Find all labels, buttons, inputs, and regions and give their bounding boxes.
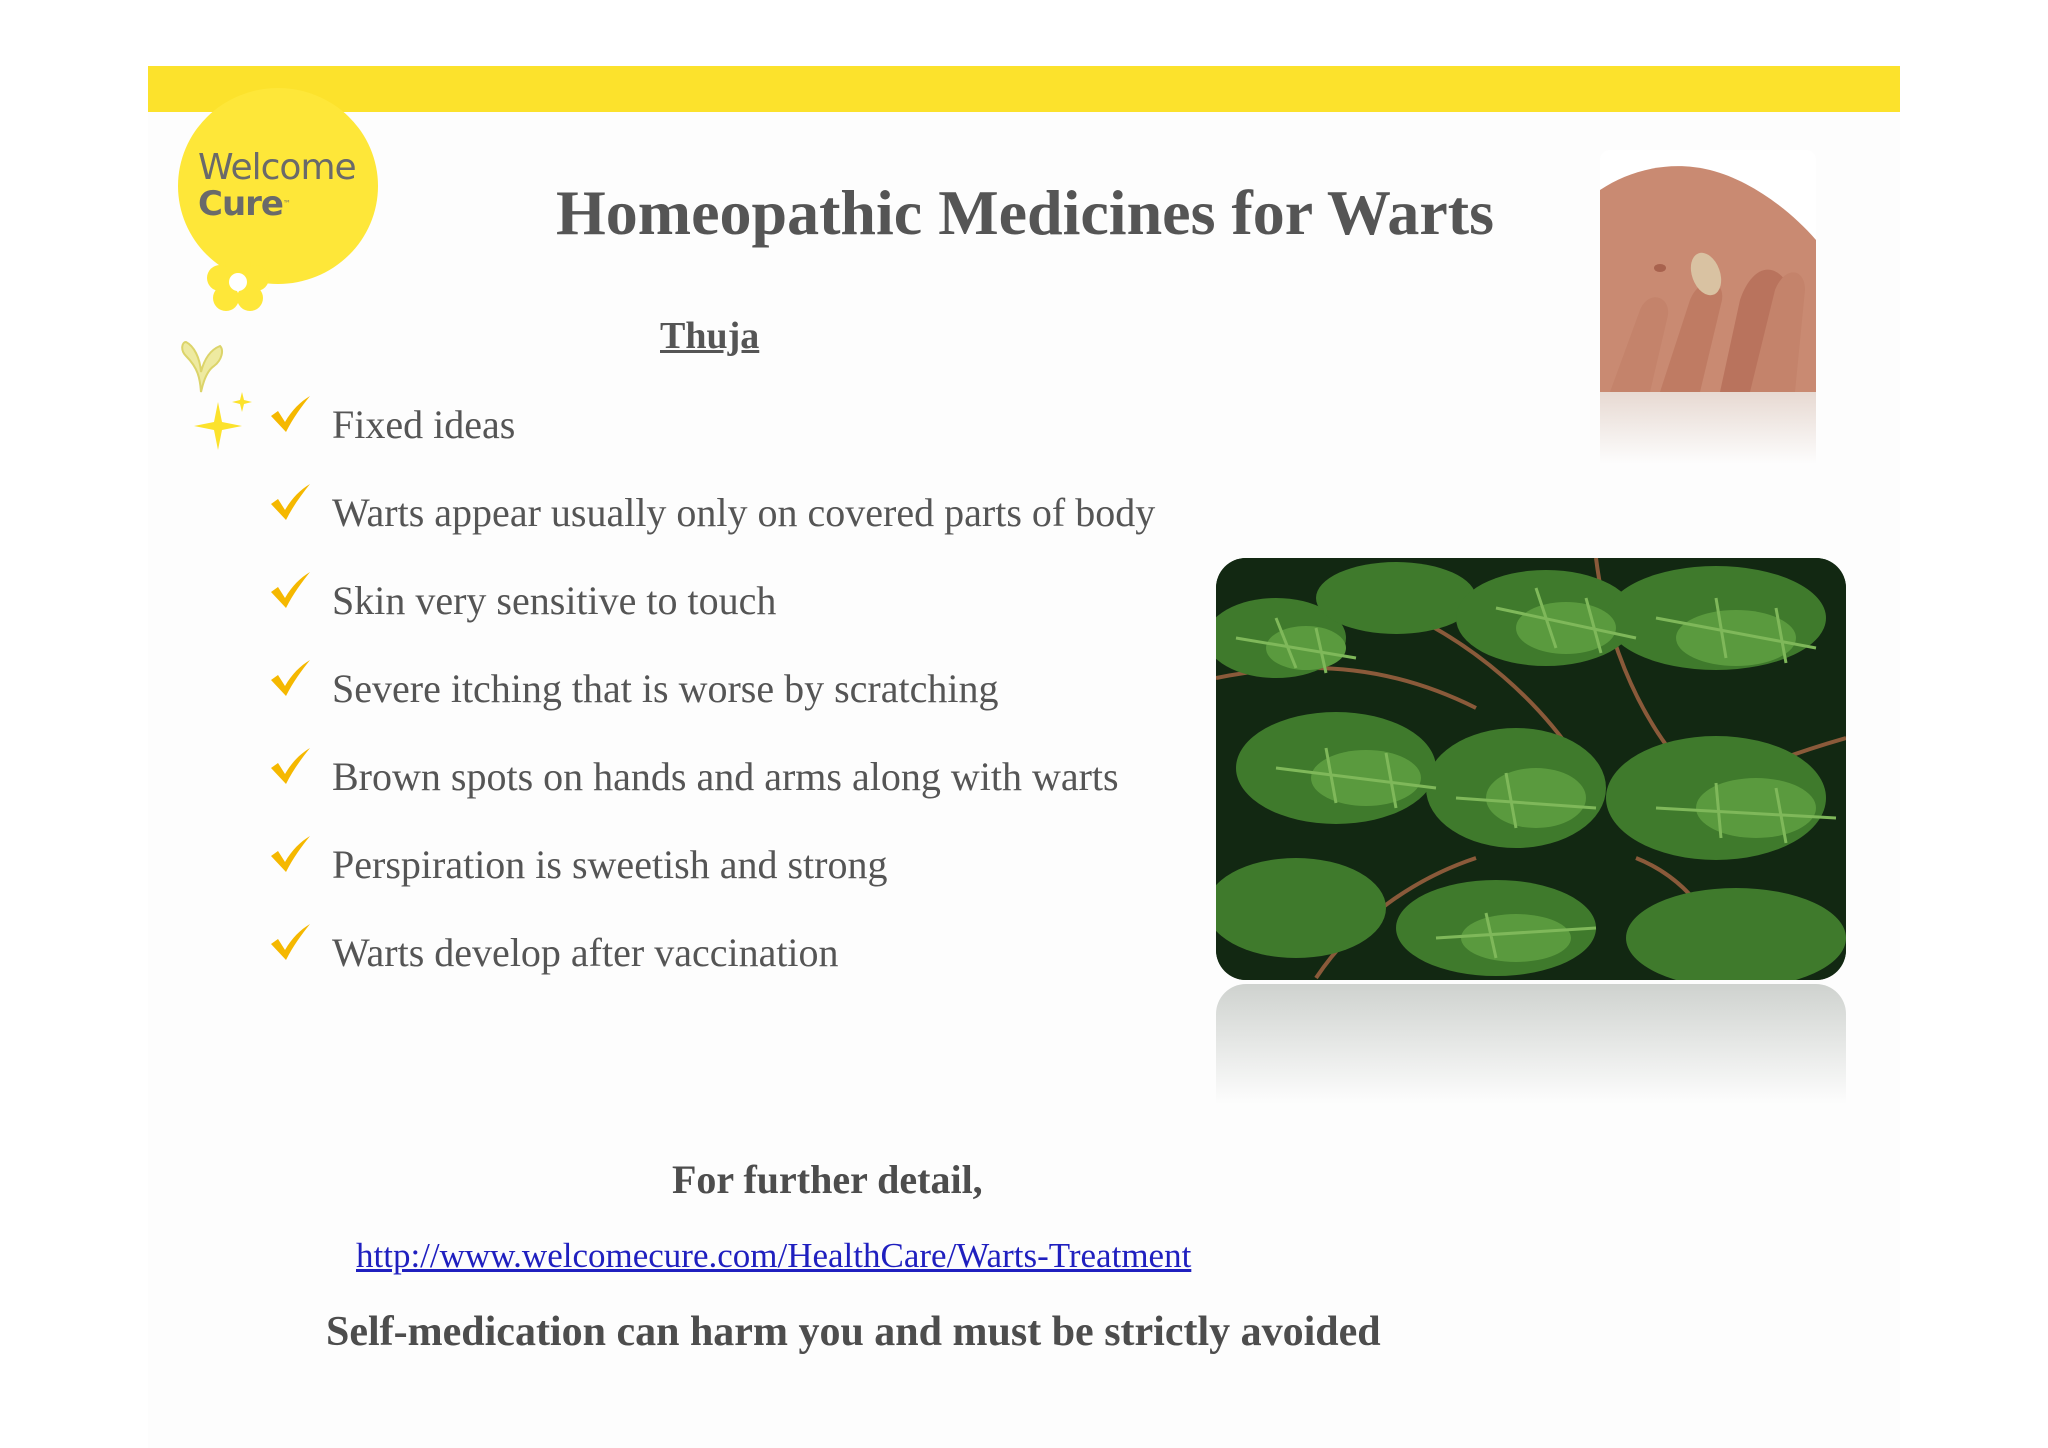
checkmark-icon bbox=[268, 746, 312, 786]
symptom-list bbox=[268, 388, 1188, 1004]
hand-wart-image bbox=[1600, 150, 1816, 392]
slide-title: Homeopathic Medicines for Warts bbox=[556, 177, 1494, 248]
remedy-heading: Thuja bbox=[660, 315, 760, 357]
sparkle-icon bbox=[190, 388, 260, 460]
list-item: Warts appear usually only on covered parts of body bbox=[268, 476, 1188, 550]
hand-image-reflection bbox=[1600, 392, 1816, 464]
warning-text: Self-medication can harm you and must be strictly avoided bbox=[326, 1309, 1381, 1355]
plant-image-reflection bbox=[1216, 984, 1846, 1104]
further-detail-text: For further detail, bbox=[672, 1157, 983, 1202]
thuja-plant-image bbox=[1216, 558, 1846, 980]
flower-icon bbox=[206, 248, 270, 318]
treatment-link[interactable]: http://www.welcomecure.com/HealthCare/Warts-Treatment bbox=[356, 1236, 1192, 1275]
list-item: Severe itching that is worse by scratching bbox=[268, 652, 1188, 726]
list-item: Skin very sensitive to touch bbox=[268, 564, 1188, 638]
checkmark-icon bbox=[268, 482, 312, 522]
top-accent-bar bbox=[148, 66, 1900, 112]
welcome-cure-logo: Welcome Cure™ bbox=[178, 88, 378, 288]
leaf-icon bbox=[176, 338, 226, 394]
checkmark-icon bbox=[268, 922, 312, 962]
list-item: Fixed ideas bbox=[268, 388, 1188, 462]
list-item: Perspiration is sweetish and strong bbox=[268, 828, 1188, 902]
list-item: Warts develop after vaccination bbox=[268, 916, 1188, 990]
checkmark-icon bbox=[268, 570, 312, 610]
logo-line1: Welcome bbox=[198, 147, 356, 188]
list-item: Brown spots on hands and arms along with warts bbox=[268, 740, 1188, 814]
logo-line2: Cure bbox=[198, 184, 283, 224]
checkmark-icon bbox=[268, 834, 312, 874]
checkmark-icon bbox=[268, 658, 312, 698]
checkmark-icon bbox=[268, 394, 312, 434]
